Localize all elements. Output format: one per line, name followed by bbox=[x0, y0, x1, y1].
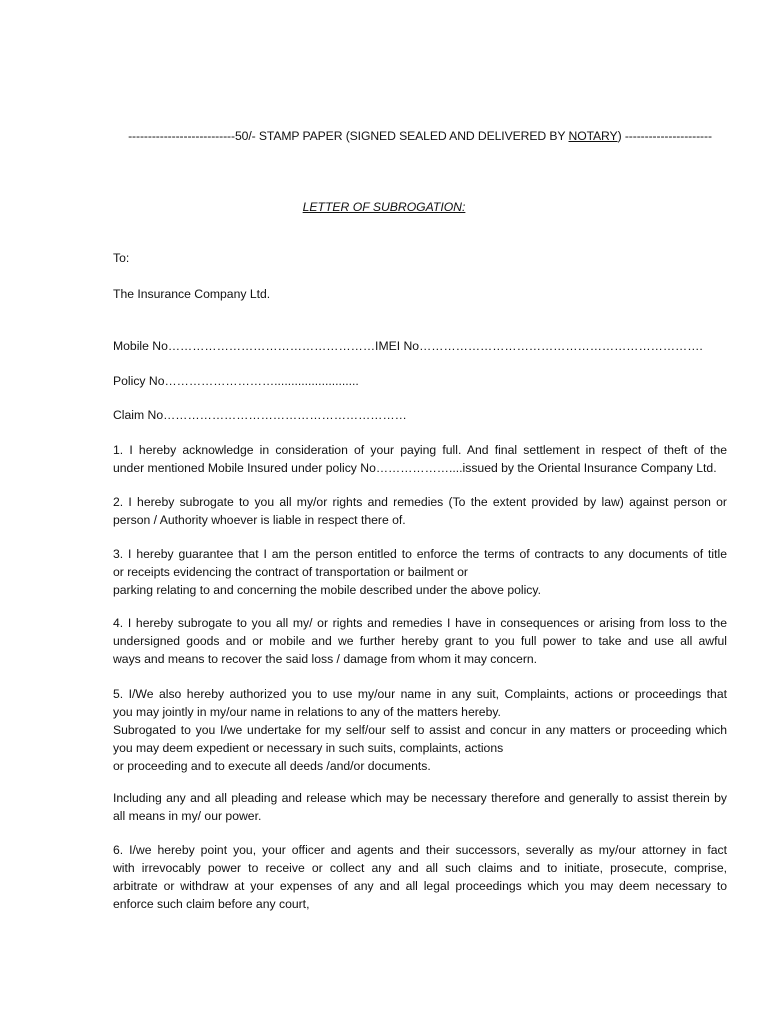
paragraph-line: Subrogated to you I/we undertake for my self/our self to assist and concur in any matters or proceeding which bbox=[113, 723, 727, 737]
paragraph-line: enforce such claim before any court, bbox=[113, 897, 310, 911]
paragraph-line: all means in my/ our power. bbox=[113, 809, 262, 823]
claim-no-field: Claim No…………………………………………………… bbox=[113, 408, 407, 422]
stamp-paper-header bbox=[113, 127, 727, 145]
paragraph-3 bbox=[113, 545, 727, 599]
paragraph-1 bbox=[113, 441, 727, 477]
paragraph-2 bbox=[113, 493, 727, 529]
paragraph-4 bbox=[113, 614, 727, 668]
paragraph-6 bbox=[113, 841, 727, 913]
document-title: LETTER OF SUBROGATION: bbox=[302, 200, 466, 214]
paragraph-line: 4. I hereby subrogate to you all my/ or rights and remedies I have in consequences or arising from loss to the bbox=[113, 616, 727, 630]
paragraph-line: or receipts evidencing the contract of transportation or bailment or bbox=[113, 565, 468, 579]
paragraph-line: 1. I hereby acknowledge in consideration of your paying full. And final settlement in respect of theft of the bbox=[113, 443, 727, 457]
paragraph-line: arbitrate or withdraw at your expenses of any and all legal proceedings which you may deem necessary to bbox=[113, 879, 727, 893]
paragraph-line: or proceeding and to execute all deeds /and/or documents. bbox=[113, 759, 431, 773]
paragraph-line: with irrevocably power to receive or collect any and all such claims and to initiate, prosecute, comprise, bbox=[113, 861, 727, 875]
paragraph-line: 5. I/We also hereby authorized you to use my/our name in any suit, Complaints, actions or proceedings that bbox=[113, 687, 727, 701]
mobile-imei-field: Mobile No……………………………………………IMEI No……………………………………………………………. bbox=[113, 339, 703, 353]
policy-no-field: Policy No………………………......................... bbox=[113, 374, 359, 388]
paragraph-5b bbox=[113, 789, 727, 825]
paragraph-line: under mentioned Mobile Insured under policy No………………....issued by the Oriental Insurance Company Ltd. bbox=[113, 461, 717, 475]
header-stamp-text: 50/- STAMP PAPER ( bbox=[234, 129, 350, 143]
header-dashes-right: ---------------------- bbox=[621, 129, 712, 143]
paragraph-line: you may jointly in my/our name in relations to any of the matters hereby. bbox=[113, 705, 501, 719]
company-name: The Insurance Company Ltd. bbox=[113, 287, 271, 301]
paragraph-line: ways and means to recover the said loss / damage from whom it may concern. bbox=[113, 652, 538, 666]
header-close-paren: ) bbox=[617, 129, 622, 143]
paragraph-line: 6. I/we hereby point you, your officer and agents and their successors, severally as my/our attorney in fact bbox=[113, 843, 727, 857]
paragraph-line: person / Authority whoever is liable in respect there of. bbox=[113, 513, 406, 527]
paragraph-line: 3. I hereby guarantee that I am the person entitled to enforce the terms of contracts to any documents of title bbox=[113, 547, 727, 561]
header-notary: NOTARY bbox=[568, 129, 618, 143]
paragraph-line: undersigned goods and or mobile and we further hereby grant to you full power to take and use all awful bbox=[113, 634, 727, 648]
paragraph-5 bbox=[113, 685, 727, 775]
paragraph-line: you may deem expedient or necessary in such suits, complaints, actions bbox=[113, 741, 504, 755]
header-dashes-left: --------------------------- bbox=[128, 129, 235, 143]
paragraph-line: parking relating to and concerning the mobile described under the above policy. bbox=[113, 583, 541, 597]
paragraph-line: Including any and all pleading and release which may be necessary therefore and generally to assist therein by bbox=[113, 791, 727, 805]
header-signed-text: SIGNED SEALED AND DELIVERED BY bbox=[349, 129, 569, 143]
to-label: To: bbox=[113, 251, 130, 265]
paragraph-line: 2. I hereby subrogate to you all my/or rights and remedies (To the extent provided by law) against person or bbox=[113, 495, 727, 509]
